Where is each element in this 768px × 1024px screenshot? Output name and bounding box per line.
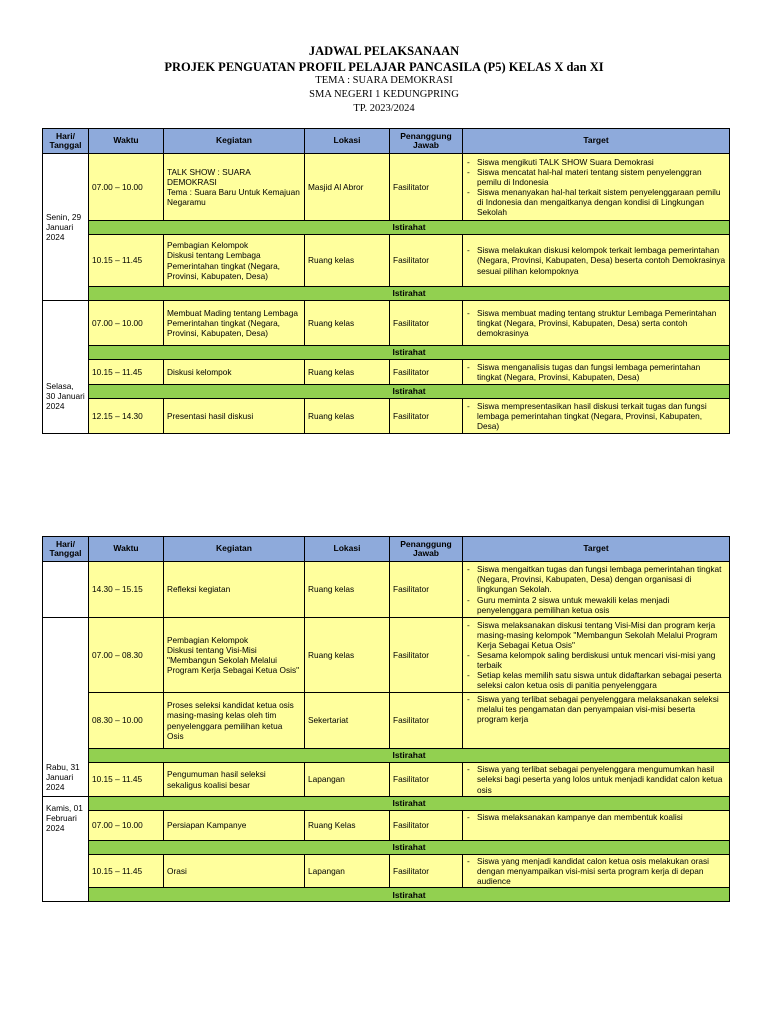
pic-cell: Fasilitator [390,562,463,618]
target-cell [463,693,730,749]
target-item: - Sesama kelompok saling berdiskusi untuk mencari visi-misi yang terbaik [466,650,726,670]
break-label: Istirahat [89,385,730,399]
activity-cell: Orasi [164,855,305,888]
activity-cell: Diskusi kelompok [164,360,305,385]
pic-cell: Fasilitator [390,855,463,888]
target-item: - Siswa mengaitkan tugas dan fungsi lembaga pemerintahan tingkat (Negara, Provinsi, Kabupaten, Desa) dengan organisasi di lingkungan Sekolah. [466,564,726,594]
location-cell: Ruang Kelas [305,811,390,841]
break-row [43,797,730,811]
activity-cell: TALK SHOW : SUARA DEMOKRASI Tema : Suara Baru Untuk Kemajuan Negaramu [164,154,305,221]
schedule-table-1 [42,128,730,434]
time-cell: 07.00 – 10.00 [89,301,164,346]
location-cell: Ruang kelas [305,399,390,434]
target-cell [463,235,730,287]
target-item: - Siswa yang terlibat sebagai penyelenggara mengumumkan hasil seleksi bagi peserta yang lolos untuk menjadi kandidat calon ketua osis [466,764,726,794]
time-cell: 10.15 – 11.45 [89,855,164,888]
target-item: - Siswa yang menjadi kandidat calon ketua osis melakukan orasi dengan menyampaikan visi-misi serta program kerja di depan audience [466,856,726,886]
break-row [43,888,730,902]
pic-cell: Fasilitator [390,399,463,434]
location-cell: Ruang kelas [305,618,390,693]
pic-cell: Fasilitator [390,618,463,693]
activity-cell: Presentasi hasil diskusi [164,399,305,434]
activity-cell: Proses seleksi kandidat ketua osis masing-masing kelas oleh tim penyelenggara pemilihan ketua Osis [164,693,305,749]
col-header-activity: Kegiatan [164,129,305,154]
pic-cell: Fasilitator [390,360,463,385]
location-cell: Sekertariat [305,693,390,749]
target-item: - Guru meminta 2 siswa untuk mewakili kelas menjadi penyelenggara pemilihan ketua osis [466,595,726,615]
target-cell [463,855,730,888]
activity-cell: Pengumuman hasil seleksi sekaligus koalisi besar [164,763,305,797]
doc-subtitle: PROJEK PENGUATAN PROFIL PELAJAR PANCASILA (P5) KELAS X dan XI [164,60,604,74]
table-row [43,360,730,385]
target-cell [463,399,730,434]
doc-theme: TEMA : SUARA DEMOKRASI [315,75,453,86]
activity-cell: Persiapan Kampanye [164,811,305,841]
break-label: Istirahat [89,888,730,902]
pic-cell: Fasilitator [390,811,463,841]
target-item: - Siswa yang terlibat sebagai penyelenggara melaksanakan seleksi melalui tes pengamatan dan penyampaian visi-misi beserta program kerja [466,694,726,724]
activity-cell: Refleksi kegiatan [164,562,305,618]
break-label: Istirahat [89,287,730,301]
time-cell: 07.00 – 10.00 [89,811,164,841]
pic-cell: Fasilitator [390,154,463,221]
pic-cell: Fasilitator [390,693,463,749]
break-row [43,749,730,763]
col-header-activity: Kegiatan [164,537,305,562]
location-cell: Ruang kelas [305,235,390,287]
doc-school-year: TP. 2023/2024 [353,103,415,114]
day-cell-empty [43,562,89,618]
table-row [43,399,730,434]
location-cell: Lapangan [305,763,390,797]
activity-cell: Pembagian Kelompok Diskusi tentang Lembaga Pemerintahan tingkat (Negara, Provinsi, Kabupaten, Desa) [164,235,305,287]
time-cell: 14.30 – 15.15 [89,562,164,618]
target-cell [463,811,730,841]
target-item: - Siswa mencatat hal-hal materi tentang sistem penyelenggran pemilu di Indonesia [466,167,726,187]
target-item: - Siswa mengikuti TALK SHOW Suara Demokrasi [466,157,726,167]
doc-school: SMA NEGERI 1 KEDUNGPRING [309,89,459,100]
table-row [43,811,730,841]
target-item: - Siswa melakukan diskusi kelompok terkait lembaga pemerintahan (Negara, Provinsi, Kabupaten, Desa) beserta contoh Demokrasinya sesuai pilihan kelompoknya [466,245,726,275]
break-row [43,346,730,360]
schedule-table-2 [42,536,730,902]
table-row [43,855,730,888]
target-item: - Setiap kelas memilih satu siswa untuk didaftarkan sebagai peserta seleksi calon ketua osis di panitia penyelenggara [466,670,726,690]
location-cell: Ruang kelas [305,360,390,385]
time-cell: 10.15 – 11.45 [89,235,164,287]
time-cell: 08.30 – 10.00 [89,693,164,749]
location-cell: Masjid Al Abror [305,154,390,221]
table-row [43,763,730,797]
time-cell: 12.15 – 14.30 [89,399,164,434]
target-item: - Siswa melaksanakan kampanye dan membentuk koalisi [466,812,726,822]
target-item: - Siswa melaksanakan diskusi tentang Visi-Misi dan program kerja masing-masing kelompok "Membangun Sekolah Melalui Program Kerja Sebagai Ketua Osis" [466,620,726,650]
col-header-pic: Penanggung Jawab [390,129,463,154]
break-label: Istirahat [89,749,730,763]
location-cell: Ruang kelas [305,562,390,618]
day-cell: Rabu, 31 Januari 2024 [43,618,89,797]
break-label: Istirahat [89,346,730,360]
break-label: Istirahat [89,221,730,235]
break-label: Istirahat [89,841,730,855]
location-cell: Lapangan [305,855,390,888]
doc-title: JADWAL PELAKSANAAN [308,44,460,58]
col-header-target: Target [463,129,730,154]
col-header-day: Hari/ Tanggal [43,129,89,154]
break-row [43,287,730,301]
col-header-pic: Penanggung Jawab [390,537,463,562]
target-cell [463,763,730,797]
col-header-location: Lokasi [305,537,390,562]
table-row [43,618,730,693]
target-item: - Siswa mempresentasikan hasil diskusi terkait tugas dan fungsi lembaga pemerintahan tingkat (Negara, Provinsi, Kabupaten, Desa) [466,401,726,431]
break-row [43,221,730,235]
pic-cell: Fasilitator [390,235,463,287]
day-cell: Senin, 29 Januari 2024 [43,154,89,301]
target-item: - Siswa menganalisis tugas dan fungsi lembaga pemerintahan tingkat (Negara, Provinsi, Kabupaten, Desa) [466,362,726,382]
time-cell: 07.00 – 08.30 [89,618,164,693]
pic-cell: Fasilitator [390,763,463,797]
col-header-location: Lokasi [305,129,390,154]
break-row [43,841,730,855]
target-cell [463,154,730,221]
time-cell: 10.15 – 11.45 [89,763,164,797]
col-header-day: Hari/ Tanggal [43,537,89,562]
table-row [43,562,730,618]
table-row [43,301,730,346]
col-header-time: Waktu [89,537,164,562]
target-cell [463,301,730,346]
col-header-target: Target [463,537,730,562]
target-cell [463,618,730,693]
break-label: Istirahat [89,797,730,811]
day-cell: Kamis, 01 Februari 2024 [43,797,89,902]
break-row [43,385,730,399]
target-cell [463,562,730,618]
table-row [43,693,730,749]
location-cell: Ruang kelas [305,301,390,346]
activity-cell: Pembagian Kelompok Diskusi tentang Visi-Misi "Membangun Sekolah Melalui Program Kerja Sebagai Ketua Osis" [164,618,305,693]
time-cell: 07.00 – 10.00 [89,154,164,221]
table-row [43,235,730,287]
target-cell [463,360,730,385]
time-cell: 10.15 – 11.45 [89,360,164,385]
col-header-time: Waktu [89,129,164,154]
day-cell: Selasa, 30 Januari 2024 [43,301,89,434]
activity-cell: Membuat Mading tentang Lembaga Pemerintahan tingkat (Negara, Provinsi, Kabupaten, Desa) [164,301,305,346]
target-item: - Siswa membuat mading tentang struktur Lembaga Pemerintahan tingkat (Negara, Provinsi, Kabupaten, Desa) serta contoh demokrasinya [466,308,726,338]
table-row [43,154,730,221]
target-item: - Siswa menanyakan hal-hal terkait sistem penyelenggaraan pemilu di Indonesia dan mengaitkanya dengan kondisi di Lingkungan Sekolah [466,187,726,217]
pic-cell: Fasilitator [390,301,463,346]
